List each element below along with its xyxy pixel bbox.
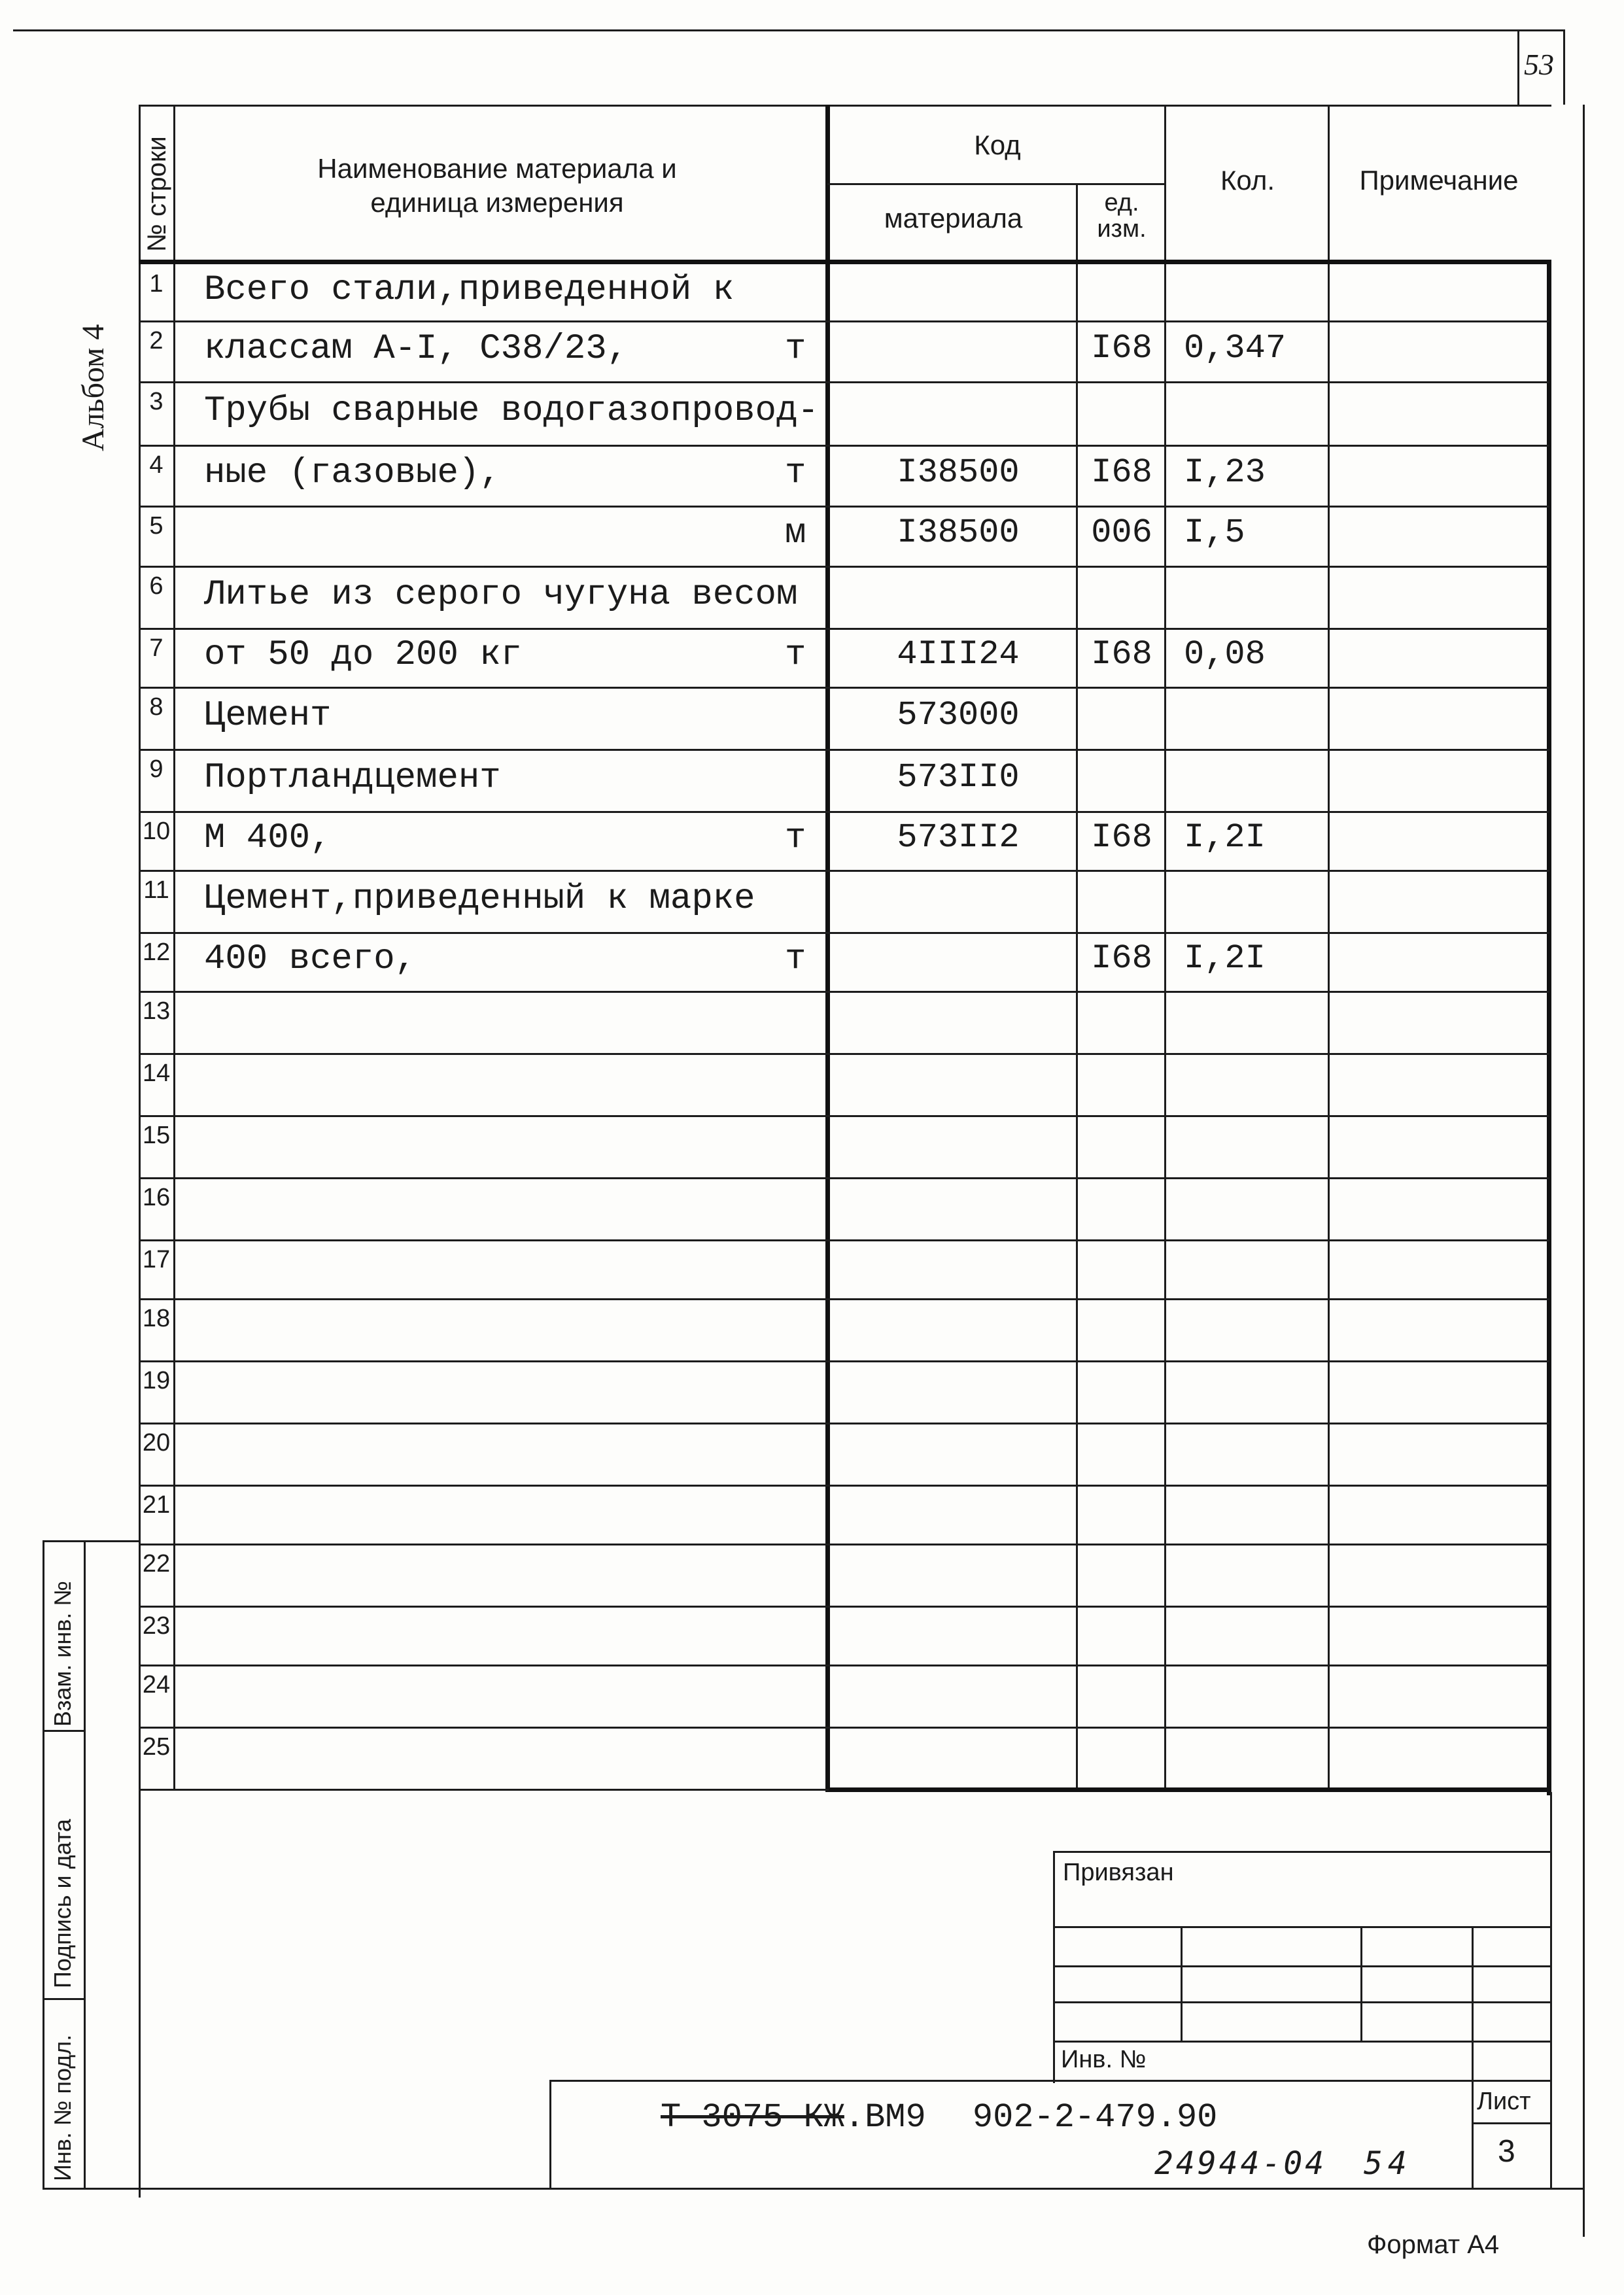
row-number: 5	[149, 512, 164, 540]
row-divider	[139, 1606, 1549, 1608]
row-code: I38500	[897, 513, 1020, 552]
header-name: Наименование материала и единица измерения	[317, 153, 677, 218]
row-divider	[139, 445, 1549, 447]
row-number: 2	[149, 327, 164, 354]
row-divider	[139, 1177, 1549, 1179]
row-number: 6	[149, 572, 164, 600]
row-code: 4III24	[897, 635, 1020, 674]
title-block-row-3	[1053, 2001, 1550, 2003]
row-name: классам А-I, С38/23,	[204, 328, 629, 369]
row-unit-code: I68	[1091, 635, 1152, 674]
row-number: 19	[142, 1367, 171, 1394]
side-stamp-vzam-inv: Взам. инв. №	[49, 1580, 76, 1727]
row-code: 573000	[897, 695, 1020, 734]
title-block-main-left	[549, 2080, 551, 2188]
page-number-handwritten: 53	[1524, 48, 1554, 81]
row-name: Портландцемент	[204, 757, 501, 798]
row-unit: т	[785, 818, 806, 858]
row-divider	[139, 506, 1549, 508]
row-number: 20	[142, 1429, 171, 1457]
row-divider	[139, 1727, 1549, 1729]
header-row-no: № строки	[143, 136, 171, 252]
row-number: 3	[149, 388, 164, 415]
table-bottom-line-left	[139, 1789, 829, 1791]
row-number: 14	[142, 1060, 171, 1087]
row-divider	[139, 628, 1549, 630]
header-bottom-line	[139, 260, 1551, 264]
row-number: 23	[142, 1612, 171, 1640]
document-code-struck: Т 3075-КЖ	[661, 2098, 844, 2137]
row-name: Трубы сварные водогазопровод-	[204, 390, 819, 431]
row-divider	[139, 1665, 1549, 1666]
row-divider	[139, 870, 1549, 872]
row-number: 11	[143, 876, 169, 904]
row-unit-code: I68	[1091, 818, 1152, 857]
unitcode-col-divider	[1076, 183, 1078, 1792]
title-block-col-1	[1181, 1926, 1183, 2041]
row-number: 15	[142, 1122, 171, 1149]
header-code: Код	[974, 129, 1021, 160]
table-top-border	[139, 105, 1551, 107]
row-number: 9	[149, 755, 164, 783]
right-border	[1583, 105, 1585, 2237]
qty-col-divider	[1164, 105, 1166, 1792]
row-divider	[139, 1485, 1549, 1487]
row-qty: 0,347	[1184, 328, 1287, 368]
privyazan-label: Привязан	[1063, 1859, 1174, 1886]
row-unit: т	[785, 328, 806, 369]
document-code	[661, 2098, 1217, 2137]
code-subheader-line	[827, 183, 1164, 185]
row-number: 12	[142, 939, 171, 966]
table-right-thick	[1547, 262, 1551, 1795]
row-unit: т	[785, 635, 806, 675]
row-number: 16	[142, 1184, 171, 1211]
row-divider	[139, 1544, 1549, 1545]
title-block-main-top	[549, 2080, 1550, 2082]
title-block-col-3	[1472, 1926, 1474, 2188]
header-note: Примечание	[1359, 165, 1519, 196]
row-name: 400 всего,	[204, 939, 417, 979]
table-bottom-line	[825, 1787, 1551, 1792]
row-divider	[139, 1239, 1549, 1241]
row-divider	[139, 932, 1549, 934]
inv-no-label: Инв. №	[1061, 2046, 1147, 2073]
side-stamp-podpis-data: Подпись и дата	[49, 1819, 76, 1988]
side-stamp-top	[43, 1540, 141, 1542]
row-code: 573II0	[897, 757, 1020, 797]
rownum-col-divider	[173, 105, 175, 1789]
row-number: 4	[149, 451, 164, 479]
side-stamp-divider-2	[43, 1998, 86, 2000]
side-stamp-divider-1	[43, 1730, 86, 1732]
row-name: Литье из серого чугуна весом	[204, 574, 798, 615]
row-unit-code: I68	[1091, 453, 1152, 492]
header-code-material: материала	[884, 203, 1023, 233]
row-qty: I,2I	[1184, 939, 1266, 978]
title-block-row-4	[1053, 2041, 1550, 2043]
side-stamp-inner-border	[84, 1540, 86, 2188]
row-unit: т	[785, 939, 806, 979]
title-block-top	[1053, 1851, 1550, 1853]
row-qty: I,2I	[1184, 818, 1266, 857]
row-divider	[139, 1053, 1549, 1055]
row-number: 25	[142, 1733, 171, 1761]
title-block-right	[1550, 1792, 1552, 2188]
note-col-divider	[1328, 105, 1330, 1792]
row-number: 18	[142, 1305, 171, 1332]
row-divider	[139, 811, 1549, 813]
title-block-row-1	[1053, 1926, 1550, 1928]
row-number: 22	[142, 1550, 171, 1578]
title-block-col-2	[1360, 1926, 1362, 2041]
row-qty: I,5	[1184, 513, 1245, 552]
row-number: 24	[142, 1671, 171, 1699]
row-name: М 400,	[204, 818, 332, 858]
row-divider	[139, 687, 1549, 689]
row-name: Всего стали,приведенной к	[204, 269, 734, 310]
table-left-border	[139, 105, 141, 2198]
row-divider	[139, 1423, 1549, 1424]
row-divider	[139, 320, 1549, 322]
row-unit-code: I68	[1091, 939, 1152, 978]
row-name: Цемент,приведенный к марке	[204, 878, 755, 919]
document-code-suffix: .ВМ9	[844, 2098, 926, 2137]
row-number: 21	[142, 1491, 171, 1519]
row-name: от 50 до 200 кг	[204, 635, 523, 675]
name-col-divider	[825, 105, 830, 1792]
row-name: Цемент	[204, 695, 332, 736]
row-number: 10	[142, 818, 171, 845]
row-unit-code: I68	[1091, 328, 1152, 368]
format-label: Формат А4	[1367, 2230, 1500, 2259]
sheet-number: 3	[1498, 2134, 1515, 2169]
row-divider	[139, 749, 1549, 751]
row-number: 13	[142, 997, 171, 1025]
row-divider	[139, 381, 1549, 383]
row-name: ные (газовые),	[204, 453, 501, 493]
row-code: 573II2	[897, 818, 1020, 857]
row-unit: т	[785, 453, 806, 493]
page-number-box-left	[1517, 29, 1519, 105]
row-number: 1	[149, 270, 164, 298]
row-divider	[139, 566, 1549, 568]
top-border	[13, 29, 1563, 31]
sheet-label: Лист	[1477, 2088, 1531, 2115]
row-divider	[139, 1298, 1549, 1300]
row-divider	[139, 1360, 1549, 1362]
row-number: 8	[149, 693, 164, 721]
side-stamp-inv-podl: Инв. № подл.	[49, 2034, 76, 2181]
side-stamp-left-border	[43, 1540, 44, 2188]
header-code-unit: ед. изм.	[1097, 189, 1147, 243]
handwritten-ref: 24944-04	[1154, 2145, 1327, 2182]
handwritten-page: 54	[1364, 2145, 1412, 2182]
row-code: I38500	[897, 453, 1020, 492]
row-divider	[139, 1115, 1549, 1117]
row-unit: м	[785, 513, 806, 553]
album-label: Альбом 4	[76, 324, 111, 451]
project-code: 902-2-479.90	[972, 2098, 1218, 2137]
header-qty: Кол.	[1220, 165, 1275, 196]
side-stamp-bottom	[43, 2188, 1585, 2190]
page-number-box-right	[1563, 29, 1565, 105]
row-number: 17	[142, 1246, 171, 1273]
row-unit-code: 006	[1091, 513, 1152, 552]
title-block-row-2	[1053, 1965, 1550, 1967]
row-qty: 0,08	[1184, 635, 1266, 674]
row-qty: I,23	[1184, 453, 1266, 492]
row-number: 7	[149, 634, 164, 662]
sheet-label-divider	[1472, 2122, 1550, 2124]
row-divider	[139, 991, 1549, 993]
